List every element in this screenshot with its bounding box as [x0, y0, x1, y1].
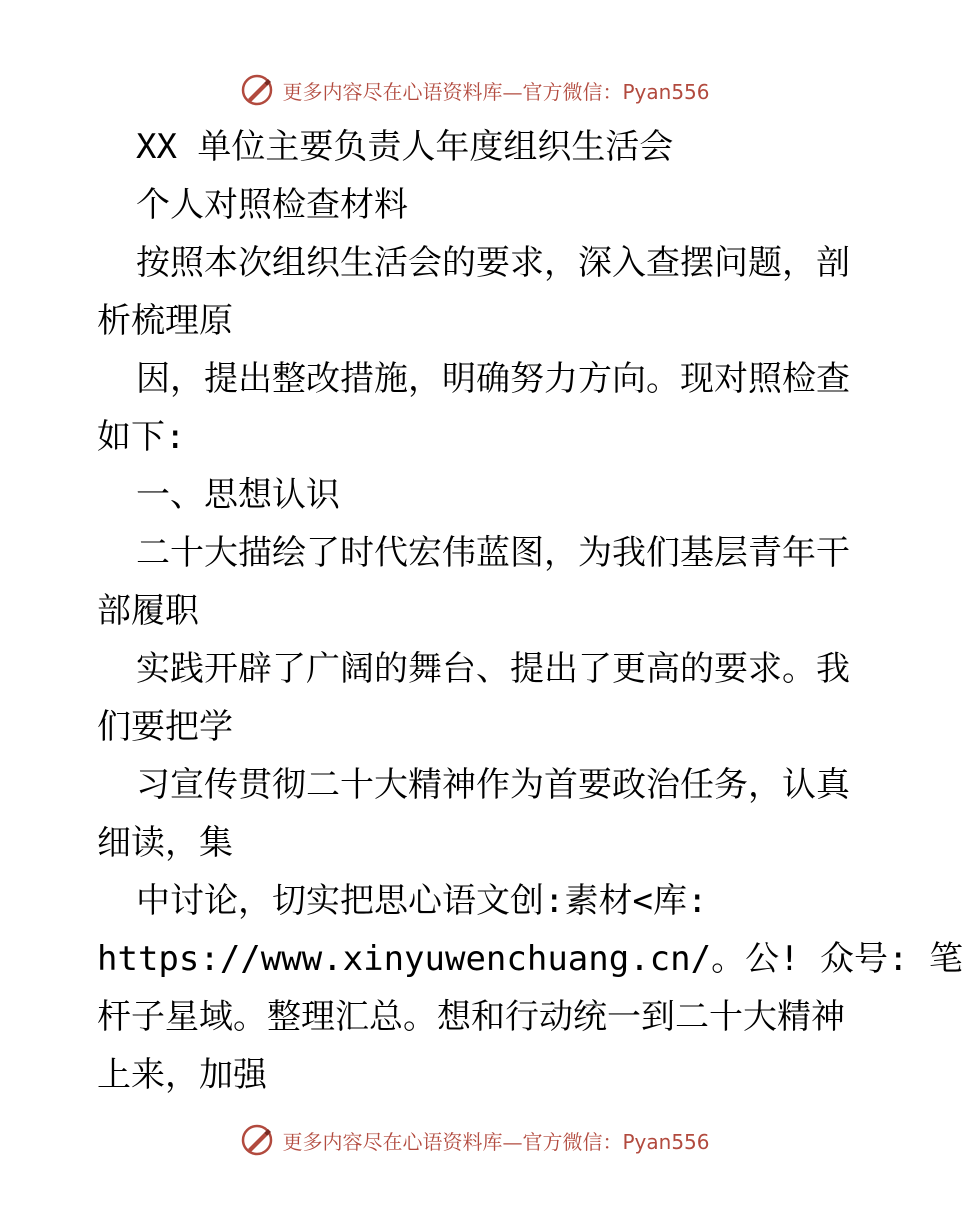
paragraph-line: 上来，加强 — [97, 1055, 267, 1095]
watermark-wechat-id: Pyan556 — [622, 79, 710, 104]
footer-watermark — [0, 1118, 950, 1162]
paragraph-line: 细读，集 — [97, 823, 233, 863]
paragraph-line: 杆子星域。整理汇总。想和行动统一到二十大精神 — [97, 997, 845, 1037]
paragraph-line: 部履职 — [97, 591, 199, 631]
paragraph-line: 如下: — [97, 417, 186, 457]
paragraph-line: 按照本次组织生活会的要求，深入查摆问题，剖 — [136, 243, 850, 283]
header-watermark — [0, 68, 950, 112]
watermark-wechat-label: 官方微信： — [522, 79, 623, 104]
paragraph-line: 们要把学 — [97, 707, 233, 747]
paragraph-line: 中讨论，切实把思心语文创:素材<库: — [136, 881, 708, 921]
paragraph-line: 因，提出整改措施，明确努力方向。现对照检查 — [136, 359, 850, 399]
watermark-site-text: 更多内容尽在心语资料库 — [282, 1129, 503, 1154]
paragraph-line: 析梳理原 — [97, 301, 233, 341]
watermark-text — [282, 76, 709, 105]
watermark-wechat-id: Pyan556 — [622, 1129, 710, 1154]
pen-logo-icon — [240, 73, 274, 107]
document-subtitle: 个人对照检查材料 — [136, 185, 408, 225]
document-title: XX 单位主要负责人年度组织生活会 — [136, 127, 674, 167]
paragraph-line: 习宣传贯彻二十大精神作为首要政治任务，认真 — [136, 765, 850, 805]
watermark-text — [282, 1126, 709, 1155]
watermark-dash: — — [502, 79, 523, 104]
paragraph-line: 实践开辟了广阔的舞台、提出了更高的要求。我 — [136, 649, 850, 689]
watermark-site-text: 更多内容尽在心语资料库 — [282, 79, 503, 104]
paragraph-line: https://www.xinyuwenchuang.cn/。公! 众号: 笔 — [97, 939, 963, 979]
watermark-dash: — — [502, 1129, 523, 1154]
document-body — [97, 118, 963, 1104]
pen-logo-icon — [240, 1123, 274, 1157]
section-heading: 一、思想认识 — [136, 475, 340, 515]
watermark-wechat-label: 官方微信： — [522, 1129, 623, 1154]
paragraph-line: 二十大描绘了时代宏伟蓝图，为我们基层青年干 — [136, 533, 850, 573]
